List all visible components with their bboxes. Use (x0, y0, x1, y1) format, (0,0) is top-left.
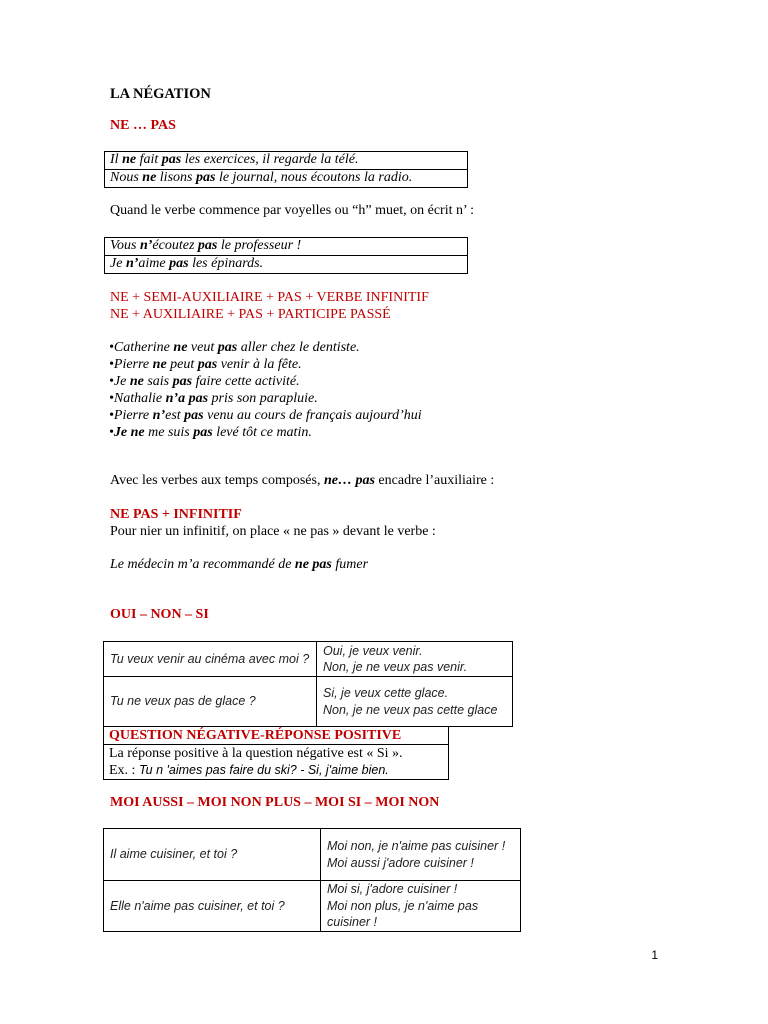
moi-aussi-table (103, 828, 521, 932)
list-item: •Je ne me suis pas levé tôt ce matin. (109, 425, 312, 440)
example-line: Vous n’écoutez pas le professeur ! (110, 238, 302, 253)
vowel-rule-text: Quand le verbe commence par voyelles ou “h” muet, on écrit n’ : (110, 203, 474, 218)
page-number: 1 (651, 948, 658, 962)
infinitive-rule-text: Pour nier un infinitif, on place « ne pas » devant le verbe : (110, 524, 436, 539)
example-line: Nous ne lisons pas le journal, nous écoutons la radio. (105, 169, 467, 187)
heading-ne-pas-infinitif: NE PAS + INFINITIF (110, 507, 242, 522)
table-row (104, 642, 513, 677)
question-negative-example: Ex. : Tu n 'aimes pas faire du ski? - Si, j'aime bien. (109, 763, 389, 778)
rules-block (110, 289, 429, 323)
heading-oui-non-si: OUI – NON – SI (110, 607, 209, 622)
heading-ne-pas: NE … PAS (110, 118, 176, 133)
table-row (104, 829, 521, 881)
table-cell-question: Elle n'aime pas cuisiner, et toi ? (104, 881, 321, 932)
list-item: •Pierre ne peut pas venir à la fête. (109, 357, 302, 372)
list-item: •Je ne sais pas faire cette activité. (109, 374, 300, 389)
bullet-list (109, 339, 422, 441)
compound-tense-text: Avec les verbes aux temps composés, ne… pas encadre l’auxiliaire : (110, 473, 495, 488)
table-cell-question: Tu veux venir au cinéma avec moi ? (104, 642, 317, 677)
heading-moi-aussi: MOI AUSSI – MOI NON PLUS – MOI SI – MOI NON (110, 795, 440, 810)
rule-semi-auxiliaire: NE + SEMI-AUXILIAIRE + PAS + VERBE INFINITIF (110, 290, 429, 305)
table-cell-answer: Si, je veux cette glace. Non, je ne veux pas cette glace (317, 677, 513, 727)
example-box-vowel (104, 237, 468, 274)
page-title: LA NÉGATION (110, 86, 211, 102)
table-cell-answer: Moi non, je n'aime pas cuisiner ! Moi aussi j'adore cuisiner ! (321, 829, 521, 881)
example-box-ne-pas (104, 151, 468, 188)
question-negative-box (103, 726, 449, 780)
rule-auxiliaire: NE + AUXILIAIRE + PAS + PARTICIPE PASSÉ (110, 307, 391, 322)
table-cell-question: Tu ne veux pas de glace ? (104, 677, 317, 727)
question-negative-rule: La réponse positive à la question négative est « Si ». (109, 746, 403, 761)
list-item: •Catherine ne veut pas aller chez le dentiste. (109, 340, 360, 355)
oui-non-si-table (103, 641, 513, 727)
question-negative-heading: QUESTION NÉGATIVE-RÉPONSE POSITIVE (104, 727, 448, 745)
example-line: Il ne fait pas les exercices, il regarde la télé. (110, 152, 359, 167)
infinitive-example: Le médecin m’a recommandé de ne pas fumer (110, 557, 369, 572)
table-cell-answer: Oui, je veux venir. Non, je ne veux pas venir. (317, 642, 513, 677)
table-row (104, 677, 513, 727)
table-row (104, 881, 521, 932)
table-cell-question: Il aime cuisiner, et toi ? (104, 829, 321, 881)
example-line: Je n’aime pas les épinards. (105, 255, 467, 273)
table-cell-answer: Moi si, j'adore cuisiner ! Moi non plus, je n'aime pas cuisiner ! (321, 881, 521, 932)
list-item: •Pierre n’est pas venu au cours de français aujourd’hui (109, 408, 422, 423)
list-item: •Nathalie n’a pas pris son parapluie. (109, 391, 318, 406)
